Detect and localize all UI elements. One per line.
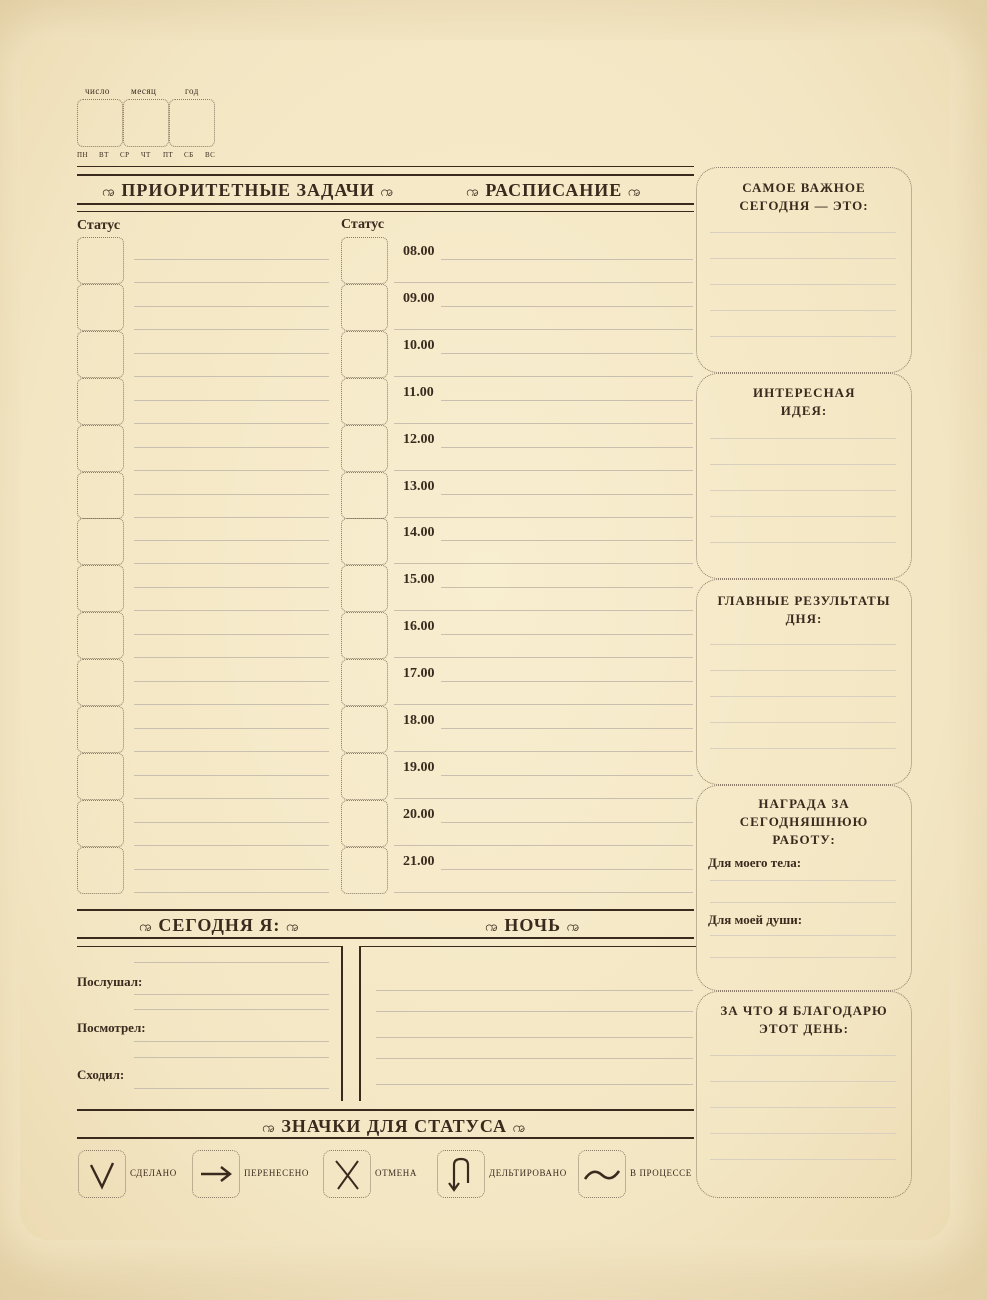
- card-line[interactable]: [710, 438, 896, 439]
- weekday-label[interactable]: ПН: [77, 151, 89, 159]
- card-line[interactable]: [710, 1133, 896, 1134]
- priority-status-box[interactable]: [77, 331, 124, 378]
- hour-label: 14.00: [403, 525, 435, 541]
- priority-status-box[interactable]: [77, 706, 124, 753]
- priority-status-box[interactable]: [77, 518, 124, 565]
- card-line[interactable]: [710, 902, 896, 903]
- weekday-label[interactable]: ВТ: [99, 151, 109, 159]
- card-line[interactable]: [710, 935, 896, 936]
- priority-task-line[interactable]: [134, 892, 329, 893]
- month-label: месяц: [131, 86, 157, 96]
- today-header: [139, 915, 300, 938]
- schedule-line[interactable]: [441, 306, 693, 307]
- delegated-icon: [438, 1151, 484, 1197]
- day-label: число: [85, 86, 110, 96]
- reward-soul-label: Для моей души:: [708, 912, 803, 927]
- priority-status-box[interactable]: [77, 800, 124, 847]
- reward-card[interactable]: [696, 785, 912, 991]
- done-label: СДЕЛАНО: [130, 1168, 177, 1178]
- swirl-icon: ꩠ: [102, 185, 116, 200]
- schedule-status-box[interactable]: [341, 612, 388, 659]
- weekday-label[interactable]: ПТ: [163, 151, 174, 159]
- priority-task-line[interactable]: [134, 353, 329, 354]
- card-line[interactable]: [710, 1081, 896, 1082]
- card-line[interactable]: [710, 880, 896, 881]
- header-rule-top-2: [77, 174, 694, 176]
- hour-label: 21.00: [403, 853, 435, 869]
- weekday-label[interactable]: ЧТ: [141, 151, 151, 159]
- reward-card-title: НАГРАДА ЗА СЕГОДНЯШНЮЮ РАБОТУ:: [739, 796, 869, 847]
- schedule-line[interactable]: [394, 798, 693, 799]
- night-entry-line[interactable]: [376, 1084, 693, 1085]
- schedule-status-box[interactable]: [341, 378, 388, 425]
- year-label: год: [185, 86, 199, 96]
- swirl-icon: ꩠ: [466, 185, 480, 200]
- schedule-status-box[interactable]: [341, 425, 388, 472]
- listened-label: Послушал:: [77, 974, 143, 989]
- in-progress-status-box: [578, 1150, 626, 1198]
- card-line[interactable]: [710, 542, 896, 543]
- today-entry-line[interactable]: [134, 1009, 329, 1010]
- priority-task-line[interactable]: [134, 798, 329, 799]
- today-entry-line[interactable]: [134, 962, 329, 963]
- card-line[interactable]: [710, 258, 896, 259]
- visited-label: Сходил:: [77, 1067, 125, 1082]
- hour-label: 19.00: [403, 759, 435, 775]
- card-line[interactable]: [710, 1159, 896, 1160]
- priority-status-box[interactable]: [77, 425, 124, 472]
- priority-status-box[interactable]: [77, 284, 124, 331]
- results-card[interactable]: [696, 579, 912, 785]
- priority-task-line[interactable]: [134, 400, 329, 401]
- schedule-line[interactable]: [394, 892, 693, 893]
- idea-card-title: ИНТЕРЕСНАЯ ИДЕЯ:: [753, 385, 856, 418]
- priority-task-line[interactable]: [134, 423, 329, 424]
- delegated-label: ДЕЛЬТИРОВАНО: [489, 1168, 567, 1178]
- hour-label: 16.00: [403, 619, 435, 635]
- schedule-status-box[interactable]: [341, 284, 388, 331]
- priority-task-line[interactable]: [134, 540, 329, 541]
- night-panel[interactable]: [359, 946, 696, 1101]
- priority-status-box[interactable]: [77, 659, 124, 706]
- priority-task-line[interactable]: [134, 563, 329, 564]
- tilde-icon: [579, 1151, 625, 1197]
- hour-label: 17.00: [403, 666, 435, 682]
- priority-status-box[interactable]: [77, 237, 124, 284]
- night-title: НОЧЬ: [504, 915, 561, 935]
- priority-header: [102, 180, 394, 203]
- schedule-status-box[interactable]: [341, 237, 388, 284]
- schedule-line[interactable]: [441, 259, 693, 260]
- schedule-line[interactable]: [441, 869, 693, 870]
- day-box[interactable]: [77, 99, 123, 147]
- priority-task-line[interactable]: [134, 376, 329, 377]
- swirl-icon: ꩠ: [485, 920, 499, 935]
- priority-task-line[interactable]: [134, 822, 329, 823]
- swirl-icon: ꩠ: [566, 920, 581, 935]
- today-rule-top: [77, 909, 694, 911]
- schedule-status-box[interactable]: [341, 847, 388, 894]
- hour-label: 15.00: [403, 572, 435, 588]
- schedule-line[interactable]: [441, 681, 693, 682]
- hour-label: 08.00: [403, 244, 435, 259]
- schedule-line[interactable]: [394, 845, 693, 846]
- schedule-line[interactable]: [394, 517, 693, 518]
- checkmark-icon: [79, 1151, 125, 1197]
- priority-status-box[interactable]: [77, 847, 124, 894]
- schedule-line[interactable]: [394, 470, 693, 471]
- schedule-line[interactable]: [394, 282, 693, 283]
- legend-title: ЗНАЧКИ ДЛЯ СТАТУСА: [281, 1116, 507, 1136]
- moved-status-box: [192, 1150, 240, 1198]
- schedule-status-box[interactable]: [341, 659, 388, 706]
- schedule-line[interactable]: [394, 657, 693, 658]
- today-entry-line[interactable]: [134, 1041, 329, 1042]
- schedule-status-box[interactable]: [341, 565, 388, 612]
- night-entry-line[interactable]: [376, 1011, 693, 1012]
- priority-task-line[interactable]: [134, 751, 329, 752]
- header-rule-bottom-2: [77, 211, 694, 212]
- schedule-header: [466, 180, 642, 203]
- weekday-label[interactable]: СР: [120, 151, 130, 159]
- done-status-box: [78, 1150, 126, 1198]
- card-line[interactable]: [710, 464, 896, 465]
- priority-task-line[interactable]: [134, 329, 329, 330]
- schedule-line[interactable]: [394, 751, 693, 752]
- night-entry-line[interactable]: [376, 1037, 693, 1038]
- hour-label: 11.00: [403, 384, 434, 400]
- card-line[interactable]: [710, 232, 896, 233]
- card-line[interactable]: [710, 284, 896, 285]
- priority-task-line[interactable]: [134, 704, 329, 705]
- card-line[interactable]: [710, 722, 896, 723]
- schedule-line[interactable]: [441, 353, 693, 354]
- cross-icon: [324, 1151, 370, 1197]
- header-rule-bottom-1: [77, 203, 694, 205]
- gratitude-card[interactable]: [696, 991, 912, 1198]
- hour-label: 10.00: [403, 337, 435, 353]
- priority-task-line[interactable]: [134, 728, 329, 729]
- weekday-label[interactable]: СБ: [184, 151, 194, 159]
- night-entry-line[interactable]: [376, 990, 693, 991]
- schedule-line[interactable]: [441, 822, 693, 823]
- today-entry-line[interactable]: [134, 1057, 329, 1058]
- swirl-icon: ꩠ: [262, 1121, 276, 1136]
- legend-header: [262, 1116, 526, 1139]
- night-header: [485, 915, 580, 938]
- delegated-status-box: [437, 1150, 485, 1198]
- schedule-line[interactable]: [441, 540, 693, 541]
- in-progress-label: В ПРОЦЕССЕ: [630, 1168, 692, 1178]
- important-card-title: САМОЕ ВАЖНОЕ СЕГОДНЯ — ЭТО:: [739, 180, 869, 213]
- weekday-label[interactable]: ВС: [205, 151, 216, 159]
- priority-title: ПРИОРИТЕТНЫЕ ЗАДАЧИ: [121, 180, 375, 200]
- schedule-line[interactable]: [441, 775, 693, 776]
- header-rule-top-1: [77, 166, 694, 167]
- priority-status-box[interactable]: [77, 378, 124, 425]
- important-card[interactable]: [696, 167, 912, 373]
- priority-task-line[interactable]: [134, 447, 329, 448]
- hour-label: 20.00: [403, 806, 435, 822]
- schedule-status-label: Статус: [341, 217, 385, 232]
- swirl-icon: ꩠ: [139, 920, 153, 935]
- reward-body-label: Для моего тела:: [708, 855, 802, 870]
- hour-label: 18.00: [403, 713, 435, 728]
- priority-task-line[interactable]: [134, 845, 329, 846]
- schedule-line[interactable]: [394, 329, 693, 330]
- swirl-icon: ꩠ: [627, 185, 642, 200]
- priority-task-line[interactable]: [134, 775, 329, 776]
- idea-card[interactable]: [696, 373, 912, 579]
- schedule-line[interactable]: [441, 587, 693, 588]
- card-line[interactable]: [710, 670, 896, 671]
- month-box[interactable]: [123, 99, 169, 147]
- card-line[interactable]: [710, 336, 896, 337]
- priority-task-line[interactable]: [134, 869, 329, 870]
- card-line[interactable]: [710, 1107, 896, 1108]
- schedule-title: РАСПИСАНИЕ: [485, 180, 623, 200]
- schedule-line[interactable]: [441, 400, 693, 401]
- hour-label: 09.00: [403, 290, 435, 306]
- card-line[interactable]: [710, 748, 896, 749]
- priority-task-line[interactable]: [134, 306, 329, 307]
- year-box[interactable]: [169, 99, 215, 147]
- card-line[interactable]: [710, 696, 896, 697]
- schedule-line[interactable]: [394, 704, 693, 705]
- priority-task-line[interactable]: [134, 282, 329, 283]
- night-entry-line[interactable]: [376, 1058, 693, 1059]
- schedule-status-box[interactable]: [341, 331, 388, 378]
- priority-status-box[interactable]: [77, 472, 124, 519]
- priority-task-line[interactable]: [134, 634, 329, 635]
- priority-status-box[interactable]: [77, 565, 124, 612]
- today-title: СЕГОДНЯ Я:: [158, 915, 281, 935]
- schedule-status-box[interactable]: [341, 518, 388, 565]
- card-line[interactable]: [710, 310, 896, 311]
- priority-task-line[interactable]: [134, 259, 329, 260]
- card-line[interactable]: [710, 490, 896, 491]
- priority-task-line[interactable]: [134, 494, 329, 495]
- card-line[interactable]: [710, 516, 896, 517]
- priority-task-line[interactable]: [134, 517, 329, 518]
- swirl-icon: ꩠ: [512, 1121, 527, 1136]
- schedule-status-box[interactable]: [341, 706, 388, 753]
- schedule-line[interactable]: [394, 563, 693, 564]
- schedule-line[interactable]: [441, 447, 693, 448]
- priority-task-line[interactable]: [134, 657, 329, 658]
- schedule-line[interactable]: [441, 634, 693, 635]
- results-card-title: ГЛАВНЫЕ РЕЗУЛЬТАТЫ ДНЯ:: [717, 593, 891, 626]
- schedule-status-box[interactable]: [341, 753, 388, 800]
- today-entry-line[interactable]: [134, 1088, 329, 1089]
- schedule-line[interactable]: [394, 423, 693, 424]
- schedule-status-box[interactable]: [341, 472, 388, 519]
- legend-rule-top: [77, 1109, 694, 1111]
- cancel-status-box: [323, 1150, 371, 1198]
- gratitude-card-title: ЗА ЧТО Я БЛАГОДАРЮ ЭТОТ ДЕНЬ:: [720, 1003, 888, 1036]
- swirl-icon: ꩠ: [380, 185, 395, 200]
- schedule-line[interactable]: [394, 376, 693, 377]
- today-entry-line[interactable]: [134, 994, 329, 995]
- schedule-status-box[interactable]: [341, 800, 388, 847]
- cancel-label: ОТМЕНА: [375, 1168, 417, 1178]
- priority-task-line[interactable]: [134, 587, 329, 588]
- swirl-icon: ꩠ: [285, 920, 300, 935]
- schedule-line[interactable]: [394, 610, 693, 611]
- card-line[interactable]: [710, 644, 896, 645]
- card-line[interactable]: [710, 1055, 896, 1056]
- priority-task-line[interactable]: [134, 681, 329, 682]
- watched-label: Посмотрел:: [77, 1020, 146, 1035]
- moved-label: ПЕРЕНЕСЕНО: [244, 1168, 309, 1178]
- priority-task-line[interactable]: [134, 470, 329, 471]
- priority-status-label: Статус: [77, 218, 121, 233]
- card-line[interactable]: [710, 957, 896, 958]
- priority-status-box[interactable]: [77, 753, 124, 800]
- schedule-line[interactable]: [441, 494, 693, 495]
- arrow-right-icon: [193, 1151, 239, 1197]
- hour-label: 13.00: [403, 478, 435, 494]
- priority-task-line[interactable]: [134, 610, 329, 611]
- hour-label: 12.00: [403, 431, 435, 447]
- priority-status-box[interactable]: [77, 612, 124, 659]
- schedule-line[interactable]: [441, 728, 693, 729]
